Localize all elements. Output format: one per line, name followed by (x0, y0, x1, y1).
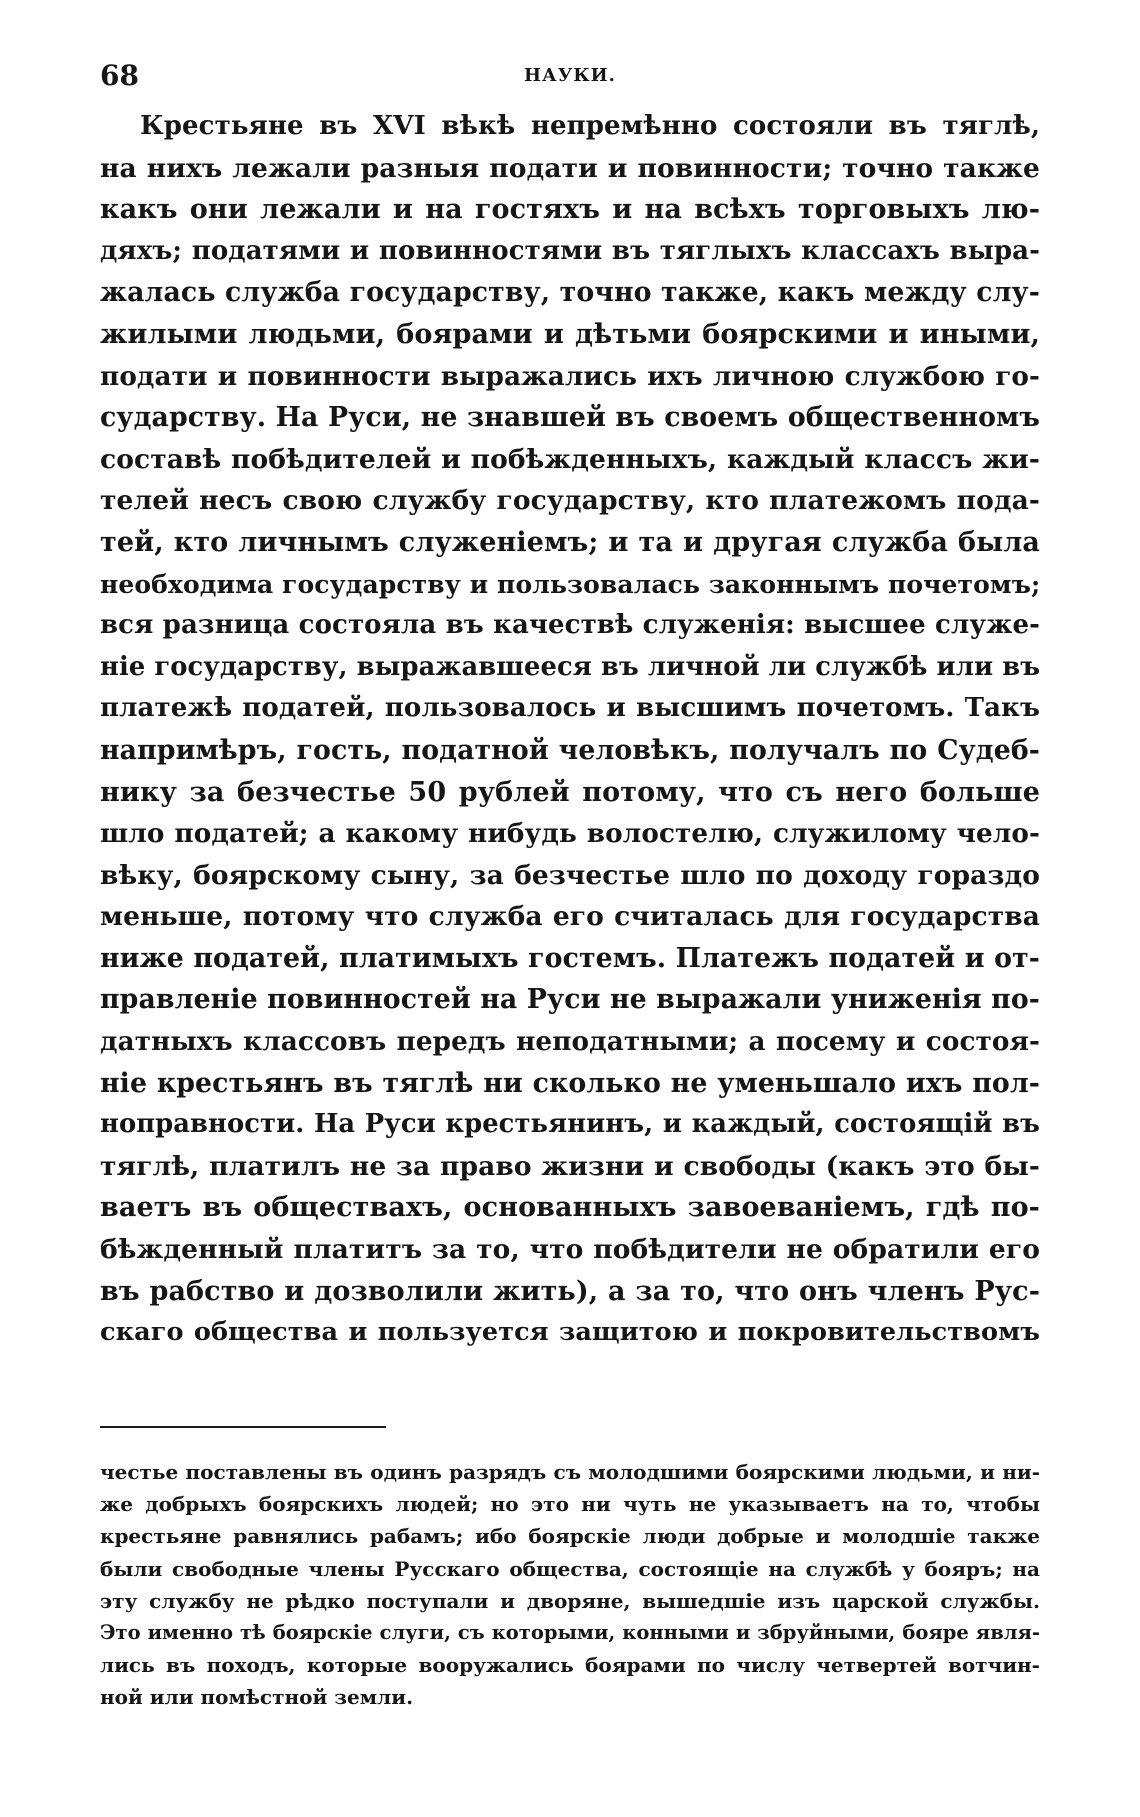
text-line: шло податей; а какому нибудь волостелю, служилому чело- (100, 818, 1040, 850)
footnote-line: эту службу не рѣдко поступали и дворяне, вышедшiе изъ царской службы. (100, 1588, 1040, 1613)
text-line: тей, кто личнымъ служенiемъ; и та и другая служба была (100, 526, 1040, 558)
footnote-line: честье поставлены въ одинъ разрядъ съ молодшими боярскими людьми, и ни- (100, 1460, 1040, 1484)
text-line: дяхъ; податями и повинностями въ тяглыхъ классахъ выра- (100, 235, 1040, 266)
footnote (100, 1456, 1040, 1714)
text-line: вся разница состояла въ качествѣ служенiя: высшее служе- (100, 610, 1040, 641)
text-line: нiе крестьянъ въ тяглѣ ни сколько не уменьшало ихъ пол- (100, 1067, 1040, 1099)
text-line: правленiе повинностей на Руси не выражали униженiя по- (100, 984, 1040, 1016)
text-line: ниже податей, платимыхъ гостемъ. Платежъ податей и от- (100, 942, 1040, 974)
text-line: жалась служба государству, точно также, какъ между слу- (100, 277, 1040, 309)
text-line: телей несъ свою службу государству, кто платежомъ пода- (100, 485, 1040, 517)
footnote-line: были свободные члены Русскаго общества, состоящiе на службѣ у бояръ; на (100, 1556, 1040, 1581)
main-text (100, 106, 1040, 1354)
text-line: подати и повинности выражались ихъ личною службою го- (100, 360, 1040, 392)
footnote-line: крестьяне равнялись рабамъ; ибо боярскiе люди добрые и молодшiе также (100, 1524, 1040, 1549)
text-line: бѣжденный платитъ за то, что побѣдители не обратили его (100, 1234, 1040, 1266)
text-line: скаго общества и пользуется защитою и покровительствомъ (100, 1317, 1040, 1348)
text-line: составѣ побѣдителей и побѣжденныхъ, каждый классъ жи- (100, 443, 1040, 475)
text-line: напримѣръ, гость, податной человѣкъ, получалъ по Судеб- (100, 734, 1040, 766)
text-line: Крестьяне въ XVI вѣкѣ непремѣнно состояли въ тяглѣ, (140, 111, 1040, 141)
footnote-line: Это именно тѣ боярскiе слуги, съ которыми, конными и збруйными, бояре явля- (100, 1620, 1040, 1644)
text-line: на нихъ лежали разныя подати и повинности; точно также (100, 152, 1040, 184)
text-line: сударству. На Руси, не знавшей въ своемъ общественномъ (100, 402, 1040, 434)
page-header (100, 58, 1040, 98)
text-line: датныхъ классовъ передъ неподатными; а посему и состоя- (100, 1026, 1040, 1058)
footnote-line: лись въ походъ, которые вооружались боярами по числу четвертей вотчин- (100, 1653, 1040, 1678)
text-line: меньше, потому что служба его считалась для государства (100, 901, 1040, 933)
text-line: жилыми людьми, боярами и дѣтьми боярскими и иными, (100, 318, 1040, 350)
footnote-divider (100, 1426, 386, 1428)
text-line: какъ они лежали и на гостяхъ и на всѣхъ торговыхъ лю- (100, 194, 1040, 226)
text-line: въ рабство и дозволили жить), а за то, что онъ членъ Рус- (100, 1275, 1040, 1307)
page-number: 68 (100, 59, 139, 92)
text-line: тяглѣ, платилъ не за право жизни и свободы (какъ это бы- (100, 1150, 1040, 1182)
text-line: необходима государству и пользовалась законнымъ почетомъ; (100, 569, 1041, 599)
text-line: ноправности. На Руси крестьянинъ, и каждый, состоящiй въ (100, 1109, 1040, 1140)
text-line: нику за безчестье 50 рублей потому, что съ него больше (100, 776, 1040, 808)
footnote-line: ной или помѣстной земли. (100, 1685, 414, 1710)
text-line: нiе государству, выражавшееся въ личной ли службѣ или въ (100, 651, 1041, 682)
text-line: вѣку, боярскому сыну, за безчестье шло по доходу гораздо (100, 859, 1040, 891)
text-line: ваетъ въ обществахъ, основанныхъ завоеванiемъ, гдѣ по- (100, 1192, 1040, 1224)
text-line: платежѣ податей, пользовалось и высшимъ почетомъ. Такъ (100, 693, 1040, 724)
footnote-line: же добрыхъ боярскихъ людей; но это ни чуть не указываетъ на то, чтобы (100, 1492, 1040, 1517)
running-head: НАУКИ. (524, 65, 616, 86)
